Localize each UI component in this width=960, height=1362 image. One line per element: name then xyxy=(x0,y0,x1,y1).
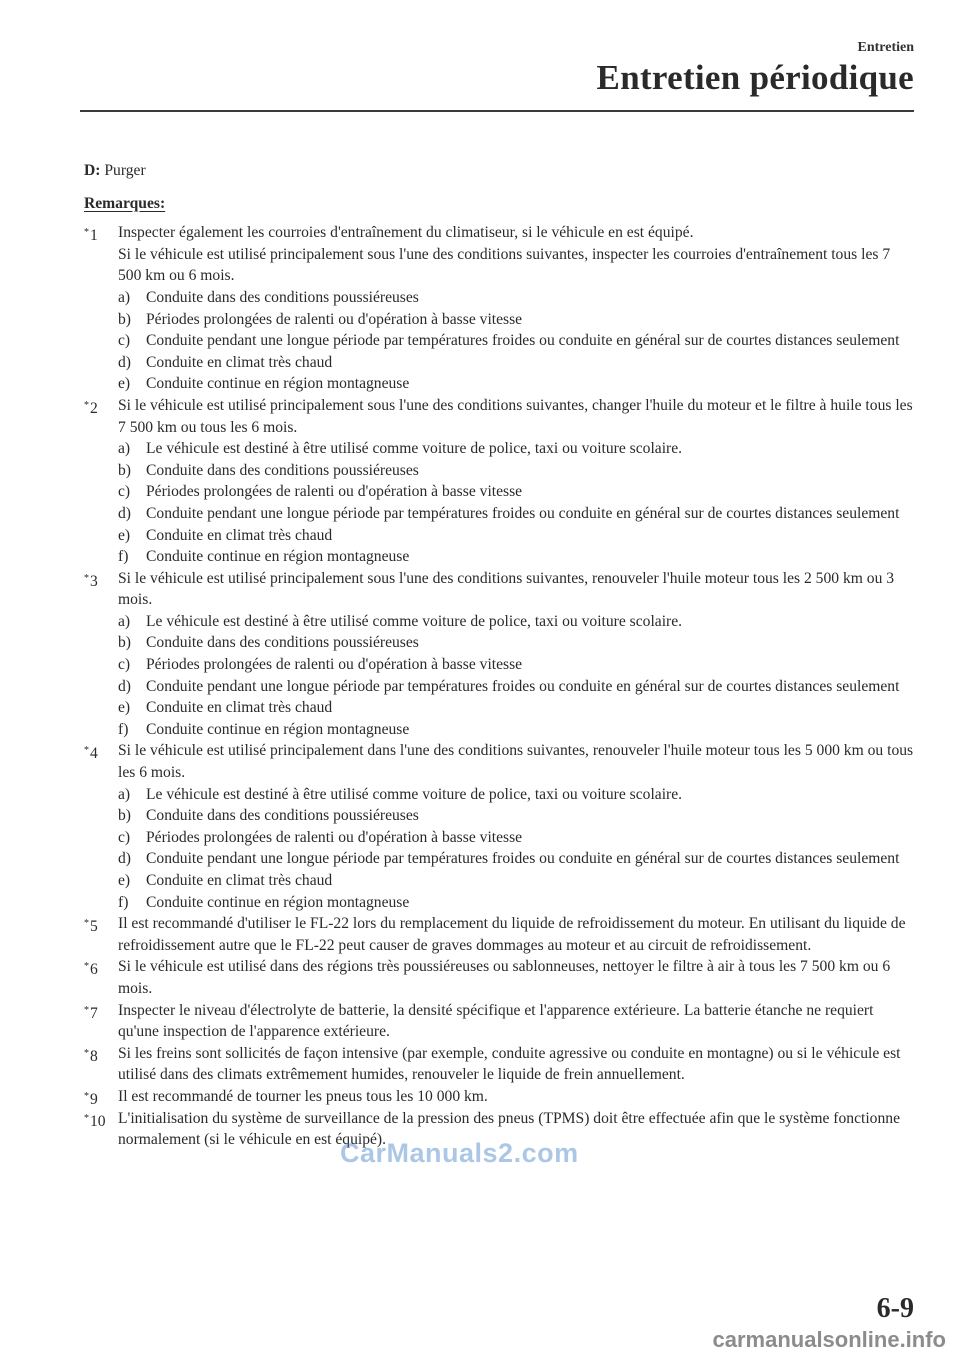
remark-number xyxy=(84,1000,98,1025)
condition-letter: b) xyxy=(118,310,131,328)
remark-number-text: 4 xyxy=(90,745,98,763)
footnote-asterisk: * xyxy=(84,399,89,411)
condition-letter: c) xyxy=(118,332,131,350)
condition-item xyxy=(118,805,916,827)
remarks-heading: Remarques: xyxy=(84,194,166,212)
header-section-label: Entretien xyxy=(857,40,914,55)
condition-letter: b) xyxy=(118,807,131,825)
legend-entry xyxy=(84,160,916,182)
condition-item xyxy=(118,892,916,914)
condition-letter: d) xyxy=(118,850,131,868)
condition-letter: a) xyxy=(118,785,131,803)
notes-list xyxy=(84,222,916,1151)
condition-text: Conduite dans des conditions poussiéreuses xyxy=(146,288,419,306)
condition-letter: e) xyxy=(118,375,131,393)
condition-text: Conduite en climat très chaud xyxy=(146,353,333,371)
remark-number xyxy=(84,1108,106,1133)
condition-item xyxy=(118,654,916,676)
condition-item xyxy=(118,546,916,568)
footnote-asterisk: * xyxy=(84,1112,89,1124)
condition-item xyxy=(118,611,916,633)
footnote-asterisk: * xyxy=(84,918,89,930)
condition-letter: a) xyxy=(118,440,131,458)
footnote-asterisk: * xyxy=(84,1090,89,1102)
footer-site-link[interactable]: carmanualsonline.info xyxy=(712,1327,946,1352)
remark-note xyxy=(84,395,916,568)
condition-item xyxy=(118,330,916,352)
condition-letter: c) xyxy=(118,483,131,501)
remark-text: Si le véhicule est utilisé principalement dans l'une des conditions suivantes, renouveler l'huile moteur tous les 5 000 km ou tous les 6 mois. xyxy=(118,742,914,782)
remark-number xyxy=(84,913,98,938)
remark-text: Si les freins sont sollicités de façon intensive (par exemple, conduite agressive ou conduite en montagne) ou si le véhicule est utilisé dans des climats extrêmement humides, renouveler le liquide de frein annuellement. xyxy=(118,1044,901,1084)
condition-letter: d) xyxy=(118,353,131,371)
remark-note xyxy=(84,740,916,913)
footnote-asterisk: * xyxy=(84,745,89,757)
condition-letter: f) xyxy=(118,548,129,566)
remark-extra-text: Si le véhicule est utilisé principalement sous l'une des conditions suivantes, inspecter les courroies d'entraînement tous les 7 500 km ou 6 mois. xyxy=(118,245,891,285)
condition-text: Conduite continue en région montagneuse xyxy=(146,893,410,911)
remark-number-text: 5 xyxy=(90,918,98,936)
remark-number-text: 7 xyxy=(90,1004,98,1022)
legend-text: Purger xyxy=(104,162,146,179)
condition-item xyxy=(118,309,916,331)
condition-text: Conduite pendant une longue période par températures froides ou conduite en général sur de courtes distances seulement xyxy=(146,504,900,522)
condition-letter: f) xyxy=(118,893,129,911)
condition-letter: b) xyxy=(118,461,131,479)
condition-text: Conduite continue en région montagneuse xyxy=(146,720,410,738)
condition-letter: f) xyxy=(118,720,129,738)
remark-number-text: 6 xyxy=(90,961,98,979)
watermark-logo: CarManuals2.com xyxy=(340,1138,579,1168)
page-title: Entretien périodique xyxy=(596,58,914,97)
condition-letter: a) xyxy=(118,612,131,630)
condition-text: Périodes prolongées de ralenti ou d'opération à basse vitesse xyxy=(146,483,523,501)
remark-text: Si le véhicule est utilisé dans des régions très poussiéreuses ou sablonneuses, nettoyer le filtre à air à tous les 7 500 km ou 6 mois. xyxy=(118,958,891,997)
remark-text: Il est recommandé d'utiliser le FL-22 lors du remplacement du liquide de refroidissement du moteur. En utilisant du liquide de refroidissement autre que le FL-22 peut causer de graves dommages au moteur et au circuit de refroidissement. xyxy=(118,915,906,954)
condition-item xyxy=(118,525,916,547)
remark-number-text: 3 xyxy=(90,572,98,590)
condition-text: Périodes prolongées de ralenti ou d'opération à basse vitesse xyxy=(146,310,523,328)
condition-text: Le véhicule est destiné à être utilisé comme voiture de police, taxi ou voiture scolaire. xyxy=(146,785,683,803)
remark-number-text: 2 xyxy=(90,399,98,417)
condition-item xyxy=(118,676,916,698)
condition-letter: d) xyxy=(118,677,131,695)
remark-text: Si le véhicule est utilisé principalement sous l'une des conditions suivantes, changer l'huile du moteur et le filtre à huile tous les 7 500 km ou tous les 6 mois. xyxy=(118,396,913,436)
condition-text: Conduite dans des conditions poussiéreuses xyxy=(146,807,419,825)
remark-note xyxy=(84,222,916,395)
condition-item xyxy=(118,373,916,395)
condition-text: Conduite en climat très chaud xyxy=(146,526,333,544)
condition-item xyxy=(118,784,916,806)
remark-number xyxy=(84,740,98,765)
footnote-asterisk: * xyxy=(84,227,89,239)
legend-key: D: xyxy=(84,162,101,179)
remark-note xyxy=(84,956,916,999)
footnote-asterisk: * xyxy=(84,961,89,973)
condition-item xyxy=(118,719,916,741)
condition-text: Le véhicule est destiné à être utilisé comme voiture de police, taxi ou voiture scolaire. xyxy=(146,612,683,630)
page-content xyxy=(84,160,916,1151)
condition-item xyxy=(118,632,916,654)
remark-text: Si le véhicule est utilisé principalement sous l'une des conditions suivantes, renouveler l'huile moteur tous les 2 500 km ou 3 mois. xyxy=(118,569,895,609)
condition-text: Conduite pendant une longue période par températures froides ou conduite en général sur de courtes distances seulement xyxy=(146,332,900,350)
condition-item xyxy=(118,697,916,719)
remark-number-text: 9 xyxy=(90,1090,98,1108)
remark-number-text: 8 xyxy=(90,1047,98,1065)
condition-text: Conduite pendant une longue période par températures froides ou conduite en général sur de courtes distances seulement xyxy=(146,850,900,868)
remark-note xyxy=(84,913,916,956)
condition-text: Conduite pendant une longue période par températures froides ou conduite en général sur de courtes distances seulement xyxy=(146,677,900,695)
condition-letter: e) xyxy=(118,526,131,544)
remark-number-text: 10 xyxy=(90,1112,106,1130)
condition-text: Conduite continue en région montagneuse xyxy=(146,375,410,393)
remark-text: Inspecter le niveau d'électrolyte de batterie, la densité spécifique et l'apparence extérieure. La batterie étanche ne requiert qu'une inspection de l'apparence extérieure. xyxy=(118,1001,874,1041)
condition-text: Conduite dans des conditions poussiéreuses xyxy=(146,461,419,479)
condition-letter: e) xyxy=(118,699,131,717)
remark-number-text: 1 xyxy=(90,227,98,245)
remark-number xyxy=(84,956,98,981)
condition-text: Conduite dans des conditions poussiéreuses xyxy=(146,634,419,652)
condition-letter: d) xyxy=(118,504,131,522)
remark-note xyxy=(84,1000,916,1043)
condition-item xyxy=(118,827,916,849)
condition-text: Périodes prolongées de ralenti ou d'opération à basse vitesse xyxy=(146,828,523,846)
condition-item xyxy=(118,481,916,503)
condition-text: Conduite en climat très chaud xyxy=(146,872,333,889)
footnote-asterisk: * xyxy=(84,1047,89,1059)
condition-letter: e) xyxy=(118,872,131,889)
condition-item xyxy=(118,438,916,460)
condition-text: Périodes prolongées de ralenti ou d'opération à basse vitesse xyxy=(146,656,523,674)
condition-item xyxy=(118,287,916,309)
remark-number xyxy=(84,395,98,420)
condition-letter: c) xyxy=(118,828,131,846)
condition-item xyxy=(118,848,916,870)
remark-note xyxy=(84,1043,916,1086)
condition-text: Conduite en climat très chaud xyxy=(146,699,333,717)
header-divider xyxy=(80,110,914,112)
remark-text: Inspecter également les courroies d'entraînement du climatiseur, si le véhicule en est équipé. xyxy=(118,224,694,242)
condition-item xyxy=(118,460,916,482)
condition-item xyxy=(118,870,916,892)
footnote-asterisk: * xyxy=(84,1004,89,1016)
remark-number xyxy=(84,222,98,247)
remark-number xyxy=(84,1043,98,1068)
condition-letter: a) xyxy=(118,288,131,306)
remark-text: L'initialisation du système de surveillance de la pression des pneus (TPMS) doit être effectuée afin que le système fonctionne normalement (si le véhicule en est équipé). xyxy=(118,1109,900,1149)
footnote-asterisk: * xyxy=(84,572,89,584)
remark-number xyxy=(84,568,98,593)
page-number: 6-9 xyxy=(876,1293,914,1324)
condition-item xyxy=(118,503,916,525)
condition-text: Conduite continue en région montagneuse xyxy=(146,548,410,566)
condition-letter: c) xyxy=(118,656,131,674)
remark-text: Il est recommandé de tourner les pneus tous les 10 000 km. xyxy=(118,1087,488,1105)
condition-letter: b) xyxy=(118,634,131,652)
remark-note xyxy=(84,568,916,741)
remark-note xyxy=(84,1086,916,1108)
condition-item xyxy=(118,352,916,374)
condition-text: Le véhicule est destiné à être utilisé comme voiture de police, taxi ou voiture scolaire. xyxy=(146,440,683,458)
